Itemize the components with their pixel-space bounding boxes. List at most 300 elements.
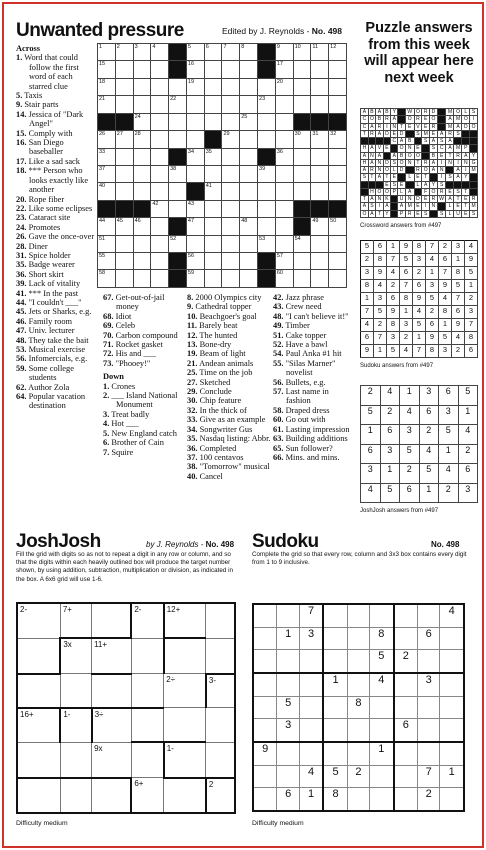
crossword-cell[interactable] xyxy=(258,96,276,113)
crossword-cell[interactable] xyxy=(240,165,258,182)
joshjosh-cell[interactable] xyxy=(17,742,60,777)
joshjosh-cell[interactable] xyxy=(164,603,206,638)
crossword-cell[interactable] xyxy=(151,253,169,270)
joshjosh-cell[interactable] xyxy=(92,708,132,742)
crossword-cell[interactable] xyxy=(311,148,329,165)
joshjosh-cell[interactable] xyxy=(206,638,235,673)
crossword-cell[interactable] xyxy=(98,96,116,113)
joshjosh-cell[interactable] xyxy=(164,638,206,673)
crossword-cell[interactable] xyxy=(186,148,204,165)
crossword-cell[interactable] xyxy=(329,131,347,148)
sudoku-cell[interactable] xyxy=(394,742,418,765)
joshjosh-cell[interactable] xyxy=(92,674,132,708)
sudoku-cell[interactable] xyxy=(418,650,440,673)
joshjosh-cell[interactable] xyxy=(131,708,163,742)
joshjosh-cell[interactable] xyxy=(92,603,132,638)
joshjosh-cell[interactable] xyxy=(131,674,163,708)
sudoku-answer-cell: 1 xyxy=(361,293,374,306)
sudoku-cell[interactable] xyxy=(277,765,299,787)
crossword-cell[interactable] xyxy=(204,78,222,95)
crossword-cell[interactable] xyxy=(151,235,169,252)
joshjosh-cell[interactable] xyxy=(206,708,235,742)
crossword-cell[interactable] xyxy=(275,61,293,78)
sudoku-cell[interactable] xyxy=(323,650,347,673)
crossword-cell[interactable] xyxy=(98,131,116,148)
crossword-cell[interactable] xyxy=(98,235,116,252)
sudoku-cell[interactable] xyxy=(323,696,347,718)
sudoku-cell[interactable] xyxy=(440,719,464,742)
crossword-cell[interactable] xyxy=(222,218,240,235)
crossword-cell[interactable] xyxy=(151,165,169,182)
crossword-cell[interactable] xyxy=(204,270,222,288)
crossword-cell[interactable] xyxy=(186,270,204,288)
crossword-cell[interactable] xyxy=(133,78,151,95)
crossword-cell[interactable] xyxy=(293,148,311,165)
sudoku-cell[interactable] xyxy=(418,719,440,742)
sudoku-cell[interactable]: 1 xyxy=(299,788,323,811)
sudoku-cell[interactable] xyxy=(347,650,369,673)
crossword-cell[interactable] xyxy=(222,96,240,113)
crossword-cell[interactable] xyxy=(98,270,116,288)
joshjosh-cell[interactable] xyxy=(60,778,91,813)
crossword-cell[interactable] xyxy=(133,113,151,130)
crossword-cell[interactable] xyxy=(311,78,329,95)
sudoku-cell[interactable] xyxy=(370,604,394,627)
crossword-cell[interactable] xyxy=(311,165,329,182)
crossword-cell[interactable] xyxy=(169,183,187,200)
sudoku-cell[interactable] xyxy=(394,765,418,787)
clue-number-label: 51 xyxy=(99,235,106,242)
crossword-cell[interactable] xyxy=(258,165,276,182)
crossword-cell[interactable] xyxy=(186,96,204,113)
crossword-cell[interactable] xyxy=(133,235,151,252)
crossword-cell[interactable] xyxy=(240,131,258,148)
joshjosh-grid[interactable] xyxy=(16,602,236,814)
crossword-cell[interactable] xyxy=(115,235,133,252)
sudoku-cell[interactable] xyxy=(440,788,464,811)
crossword-cell[interactable] xyxy=(275,253,293,270)
crossword-cell[interactable] xyxy=(222,131,240,148)
crossword-cell[interactable] xyxy=(275,44,293,61)
crossword-cell[interactable] xyxy=(329,61,347,78)
crossword-cell[interactable] xyxy=(133,44,151,61)
sudoku-cell[interactable]: 7 xyxy=(418,765,440,787)
crossword-cell[interactable] xyxy=(329,235,347,252)
crossword-cell[interactable] xyxy=(222,270,240,288)
crossword-cell[interactable] xyxy=(293,44,311,61)
crossword-cell[interactable] xyxy=(329,148,347,165)
crossword-cell[interactable] xyxy=(133,96,151,113)
crossword-cell[interactable] xyxy=(258,235,276,252)
crossword-cell[interactable] xyxy=(115,78,133,95)
sudoku-cell[interactable]: 1 xyxy=(323,673,347,696)
crossword-cell[interactable] xyxy=(240,44,258,61)
sudoku-cell[interactable]: 8 xyxy=(347,696,369,718)
crossword-cell[interactable] xyxy=(186,44,204,61)
crossword-cell[interactable] xyxy=(258,200,276,217)
sudoku-cell[interactable]: 6 xyxy=(277,788,299,811)
crossword-cell[interactable] xyxy=(293,253,311,270)
crossword-cell[interactable] xyxy=(151,113,169,130)
joshjosh-cell[interactable] xyxy=(60,742,91,777)
crossword-cell[interactable] xyxy=(311,131,329,148)
crossword-cell[interactable] xyxy=(169,165,187,182)
crossword-cell[interactable] xyxy=(240,218,258,235)
crossword-cell[interactable] xyxy=(204,218,222,235)
crossword-cell[interactable] xyxy=(240,113,258,130)
joshjosh-cell[interactable] xyxy=(131,742,163,777)
crossword-cell[interactable] xyxy=(133,131,151,148)
sudoku-cell[interactable]: 9 xyxy=(253,742,277,765)
sudoku-cell[interactable] xyxy=(440,673,464,696)
answer-letter: S xyxy=(414,130,422,137)
crossword-cell[interactable] xyxy=(115,270,133,288)
sudoku-cell[interactable] xyxy=(440,627,464,649)
crossword-cell[interactable] xyxy=(222,235,240,252)
sudoku-cell[interactable]: 4 xyxy=(440,604,464,627)
crossword-cell[interactable] xyxy=(169,235,187,252)
crossword-cell[interactable] xyxy=(293,235,311,252)
sudoku-cell[interactable] xyxy=(253,765,277,787)
crossword-cell[interactable] xyxy=(275,165,293,182)
crossword-cell[interactable] xyxy=(258,78,276,95)
joshjosh-cell[interactable] xyxy=(164,674,206,708)
crossword-grid[interactable] xyxy=(97,43,347,288)
sudoku-cell[interactable] xyxy=(347,719,369,742)
sudoku-cell[interactable]: 8 xyxy=(323,788,347,811)
crossword-cell[interactable] xyxy=(186,218,204,235)
sudoku-cell[interactable] xyxy=(418,742,440,765)
clue-item xyxy=(187,312,271,321)
sudoku-cell[interactable]: 3 xyxy=(299,627,323,649)
crossword-cell[interactable] xyxy=(115,253,133,270)
sudoku-cell[interactable] xyxy=(394,627,418,649)
crossword-cell[interactable] xyxy=(186,165,204,182)
sudoku-cell[interactable] xyxy=(394,604,418,627)
crossword-cell[interactable] xyxy=(240,253,258,270)
crossword-cell[interactable] xyxy=(115,183,133,200)
sudoku-cell[interactable] xyxy=(370,788,394,811)
crossword-cell[interactable] xyxy=(275,131,293,148)
joshjosh-cell[interactable] xyxy=(206,603,235,638)
sudoku-cell[interactable] xyxy=(440,742,464,765)
crossword-cell[interactable] xyxy=(222,113,240,130)
crossword-cell[interactable] xyxy=(275,96,293,113)
crossword-cell[interactable] xyxy=(133,183,151,200)
joshjosh-cell[interactable] xyxy=(17,674,60,708)
sudoku-cell[interactable] xyxy=(347,627,369,649)
sudoku-cell[interactable] xyxy=(370,765,394,787)
sudoku-cell[interactable] xyxy=(394,696,418,718)
sudoku-cell[interactable] xyxy=(418,604,440,627)
joshjosh-cell[interactable] xyxy=(164,742,206,777)
crossword-cell[interactable] xyxy=(204,96,222,113)
crossword-cell[interactable] xyxy=(240,183,258,200)
sudoku-cell[interactable]: 6 xyxy=(394,719,418,742)
joshjosh-cell[interactable] xyxy=(131,638,163,673)
joshjosh-cell[interactable] xyxy=(164,778,206,813)
joshjosh-cell[interactable] xyxy=(17,778,60,813)
crossword-cell[interactable] xyxy=(98,218,116,235)
sudoku-cell[interactable]: 5 xyxy=(277,696,299,718)
crossword-cell[interactable] xyxy=(275,235,293,252)
crossword-cell[interactable] xyxy=(204,165,222,182)
crossword-cell[interactable] xyxy=(115,44,133,61)
crossword-cell[interactable] xyxy=(151,270,169,288)
sudoku-cell[interactable]: 4 xyxy=(370,673,394,696)
crossword-cell[interactable] xyxy=(186,78,204,95)
crossword-cell[interactable] xyxy=(329,270,347,288)
crossword-cell[interactable] xyxy=(186,131,204,148)
joshjosh-cell[interactable] xyxy=(60,674,91,708)
crossword-cell[interactable] xyxy=(186,253,204,270)
crossword-cell[interactable] xyxy=(329,78,347,95)
joshjosh-cell[interactable] xyxy=(17,603,60,638)
crossword-cell[interactable] xyxy=(204,61,222,78)
sudoku-cell[interactable] xyxy=(347,673,369,696)
crossword-cell[interactable] xyxy=(329,253,347,270)
crossword-cell[interactable] xyxy=(275,218,293,235)
crossword-cell[interactable] xyxy=(98,78,116,95)
crossword-cell[interactable] xyxy=(133,270,151,288)
crossword-cell[interactable] xyxy=(275,148,293,165)
crossword-cell[interactable] xyxy=(293,78,311,95)
sudoku-cell[interactable] xyxy=(394,788,418,811)
crossword-cell[interactable] xyxy=(258,218,276,235)
sudoku-cell[interactable] xyxy=(323,742,347,765)
sudoku-cell[interactable]: 6 xyxy=(418,627,440,649)
sudoku-cell[interactable]: 5 xyxy=(323,765,347,787)
sudoku-cell[interactable]: 1 xyxy=(277,627,299,649)
sudoku-answer-cell: 6 xyxy=(439,254,452,267)
sudoku-cell[interactable] xyxy=(347,788,369,811)
crossword-cell[interactable] xyxy=(98,148,116,165)
sudoku-cell[interactable] xyxy=(277,604,299,627)
sudoku-cell[interactable]: 2 xyxy=(418,788,440,811)
sudoku-cell[interactable] xyxy=(277,673,299,696)
crossword-cell[interactable] xyxy=(222,78,240,95)
sudoku-cell[interactable] xyxy=(323,604,347,627)
joshjosh-cell[interactable] xyxy=(131,778,163,813)
crossword-cell[interactable] xyxy=(204,44,222,61)
sudoku-cell[interactable] xyxy=(299,719,323,742)
joshjosh-cell[interactable] xyxy=(92,742,132,777)
crossword-cell[interactable] xyxy=(222,44,240,61)
crossword-cell[interactable] xyxy=(311,183,329,200)
crossword-cell[interactable] xyxy=(115,218,133,235)
joshjosh-cell[interactable] xyxy=(60,708,91,742)
joshjosh-cell[interactable] xyxy=(17,708,60,742)
joshjosh-answer-cell: 4 xyxy=(439,464,459,484)
crossword-cell[interactable] xyxy=(222,165,240,182)
crossword-cell[interactable] xyxy=(275,270,293,288)
crossword-cell[interactable] xyxy=(311,270,329,288)
sudoku-cell[interactable] xyxy=(253,788,277,811)
sudoku-cell[interactable] xyxy=(418,696,440,718)
sudoku-cell[interactable] xyxy=(299,673,323,696)
joshjosh-cell[interactable] xyxy=(60,638,91,673)
crossword-cell[interactable] xyxy=(293,165,311,182)
sudoku-cell[interactable] xyxy=(299,696,323,718)
joshjosh-cell[interactable] xyxy=(92,638,132,673)
sudoku-cell[interactable]: 4 xyxy=(299,765,323,787)
sudoku-cell[interactable] xyxy=(253,650,277,673)
sudoku-cell[interactable] xyxy=(347,742,369,765)
sudoku-cell[interactable] xyxy=(253,604,277,627)
crossword-cell[interactable] xyxy=(151,44,169,61)
crossword-cell[interactable] xyxy=(204,183,222,200)
crossword-cell[interactable] xyxy=(222,200,240,217)
crossword-cell[interactable] xyxy=(151,148,169,165)
crossword-cell[interactable] xyxy=(186,113,204,130)
sudoku-cell[interactable]: 7 xyxy=(299,604,323,627)
crossword-cell[interactable] xyxy=(275,200,293,217)
joshjosh-cell[interactable] xyxy=(206,674,235,708)
crossword-cell[interactable] xyxy=(222,183,240,200)
sudoku-cell[interactable] xyxy=(277,742,299,765)
sudoku-cell[interactable] xyxy=(370,696,394,718)
crossword-cell[interactable] xyxy=(186,61,204,78)
sudoku-cell[interactable]: 2 xyxy=(394,650,418,673)
crossword-cell[interactable] xyxy=(311,218,329,235)
crossword-cell[interactable] xyxy=(115,96,133,113)
sudoku-cell[interactable]: 5 xyxy=(370,650,394,673)
crossword-cell[interactable] xyxy=(275,183,293,200)
sudoku-cell[interactable] xyxy=(253,627,277,649)
crossword-cell[interactable] xyxy=(240,96,258,113)
crossword-cell[interactable] xyxy=(293,131,311,148)
crossword-cell[interactable] xyxy=(204,253,222,270)
answer-black-square xyxy=(376,138,384,145)
crossword-cell[interactable] xyxy=(151,131,169,148)
crossword-cell[interactable] xyxy=(329,218,347,235)
crossword-cell[interactable] xyxy=(240,61,258,78)
crossword-cell[interactable] xyxy=(293,61,311,78)
crossword-cell[interactable] xyxy=(169,200,187,217)
sudoku-cell[interactable] xyxy=(394,673,418,696)
crossword-cell[interactable] xyxy=(240,148,258,165)
answer-letter: B xyxy=(368,109,376,116)
crossword-cell[interactable] xyxy=(258,131,276,148)
crossword-cell[interactable] xyxy=(311,44,329,61)
sudoku-cell[interactable] xyxy=(277,650,299,673)
crossword-cell[interactable] xyxy=(222,148,240,165)
crossword-cell[interactable] xyxy=(169,96,187,113)
crossword-cell[interactable] xyxy=(258,183,276,200)
sudoku-cell[interactable] xyxy=(299,742,323,765)
crossword-cell[interactable] xyxy=(186,200,204,217)
crossword-cell[interactable] xyxy=(240,235,258,252)
crossword-cell[interactable] xyxy=(222,61,240,78)
sudoku-cell[interactable]: 3 xyxy=(418,673,440,696)
crossword-cell[interactable] xyxy=(115,165,133,182)
crossword-cell[interactable] xyxy=(293,96,311,113)
crossword-cell[interactable] xyxy=(293,183,311,200)
crossword-cell[interactable] xyxy=(169,113,187,130)
sudoku-cell[interactable]: 2 xyxy=(347,765,369,787)
crossword-cell[interactable] xyxy=(204,200,222,217)
crossword-cell[interactable] xyxy=(240,200,258,217)
joshjosh-cell[interactable] xyxy=(92,778,132,813)
sudoku-grid[interactable] xyxy=(252,603,465,812)
sudoku-cell[interactable]: 3 xyxy=(277,719,299,742)
joshjosh-cell[interactable] xyxy=(131,603,163,638)
sudoku-cell[interactable] xyxy=(440,696,464,718)
crossword-cell[interactable] xyxy=(311,96,329,113)
crossword-cell[interactable] xyxy=(240,78,258,95)
crossword-cell[interactable] xyxy=(133,253,151,270)
crossword-cell[interactable] xyxy=(275,113,293,130)
crossword-cell[interactable] xyxy=(311,61,329,78)
crossword-cell[interactable] xyxy=(204,235,222,252)
crossword-cell[interactable] xyxy=(133,218,151,235)
sudoku-cell[interactable] xyxy=(440,650,464,673)
crossword-cell[interactable] xyxy=(98,165,116,182)
sudoku-cell[interactable] xyxy=(323,719,347,742)
joshjosh-cell[interactable] xyxy=(206,778,235,813)
crossword-cell[interactable] xyxy=(98,44,116,61)
crossword-cell[interactable] xyxy=(151,200,169,217)
crossword-cell[interactable] xyxy=(151,78,169,95)
crossword-cell[interactable] xyxy=(115,61,133,78)
crossword-cell[interactable] xyxy=(293,270,311,288)
joshjosh-cell[interactable] xyxy=(17,638,60,673)
crossword-cell[interactable] xyxy=(133,165,151,182)
sudoku-cell[interactable]: 1 xyxy=(440,765,464,787)
crossword-cell[interactable] xyxy=(204,113,222,130)
crossword-cell[interactable] xyxy=(133,148,151,165)
sudoku-cell[interactable] xyxy=(347,604,369,627)
crossword-cell[interactable] xyxy=(133,61,151,78)
crossword-cell[interactable] xyxy=(115,148,133,165)
sudoku-cell[interactable]: 8 xyxy=(370,627,394,649)
crossword-cell[interactable] xyxy=(169,131,187,148)
crossword-cell[interactable] xyxy=(329,96,347,113)
sudoku-cell[interactable] xyxy=(253,719,277,742)
crossword-cell[interactable] xyxy=(151,218,169,235)
joshjosh-cell[interactable] xyxy=(206,742,235,777)
crossword-cell[interactable] xyxy=(311,235,329,252)
crossword-cell[interactable] xyxy=(275,78,293,95)
crossword-cell[interactable] xyxy=(329,183,347,200)
crossword-cell[interactable] xyxy=(311,253,329,270)
crossword-cell[interactable] xyxy=(329,165,347,182)
crossword-cell[interactable] xyxy=(151,183,169,200)
crossword-cell[interactable] xyxy=(98,183,116,200)
sudoku-cell[interactable] xyxy=(253,696,277,718)
sudoku-cell[interactable] xyxy=(299,650,323,673)
joshjosh-title: JoshJosh xyxy=(16,531,101,552)
sudoku-cell[interactable] xyxy=(370,719,394,742)
crossword-cell[interactable] xyxy=(98,61,116,78)
crossword-cell[interactable] xyxy=(169,78,187,95)
crossword-cell[interactable] xyxy=(204,148,222,165)
crossword-cell[interactable] xyxy=(222,253,240,270)
sudoku-cell[interactable]: 1 xyxy=(370,742,394,765)
sudoku-cell[interactable] xyxy=(323,627,347,649)
crossword-cell[interactable] xyxy=(98,253,116,270)
joshjosh-cell[interactable] xyxy=(60,603,91,638)
joshjosh-cell[interactable] xyxy=(164,708,206,742)
crossword-cell[interactable] xyxy=(151,61,169,78)
sudoku-cell[interactable] xyxy=(253,673,277,696)
crossword-cell[interactable] xyxy=(329,44,347,61)
crossword-cell[interactable] xyxy=(186,235,204,252)
crossword-cell[interactable] xyxy=(115,131,133,148)
crossword-cell[interactable] xyxy=(240,270,258,288)
crossword-cell[interactable] xyxy=(258,113,276,130)
crossword-cell[interactable] xyxy=(151,96,169,113)
